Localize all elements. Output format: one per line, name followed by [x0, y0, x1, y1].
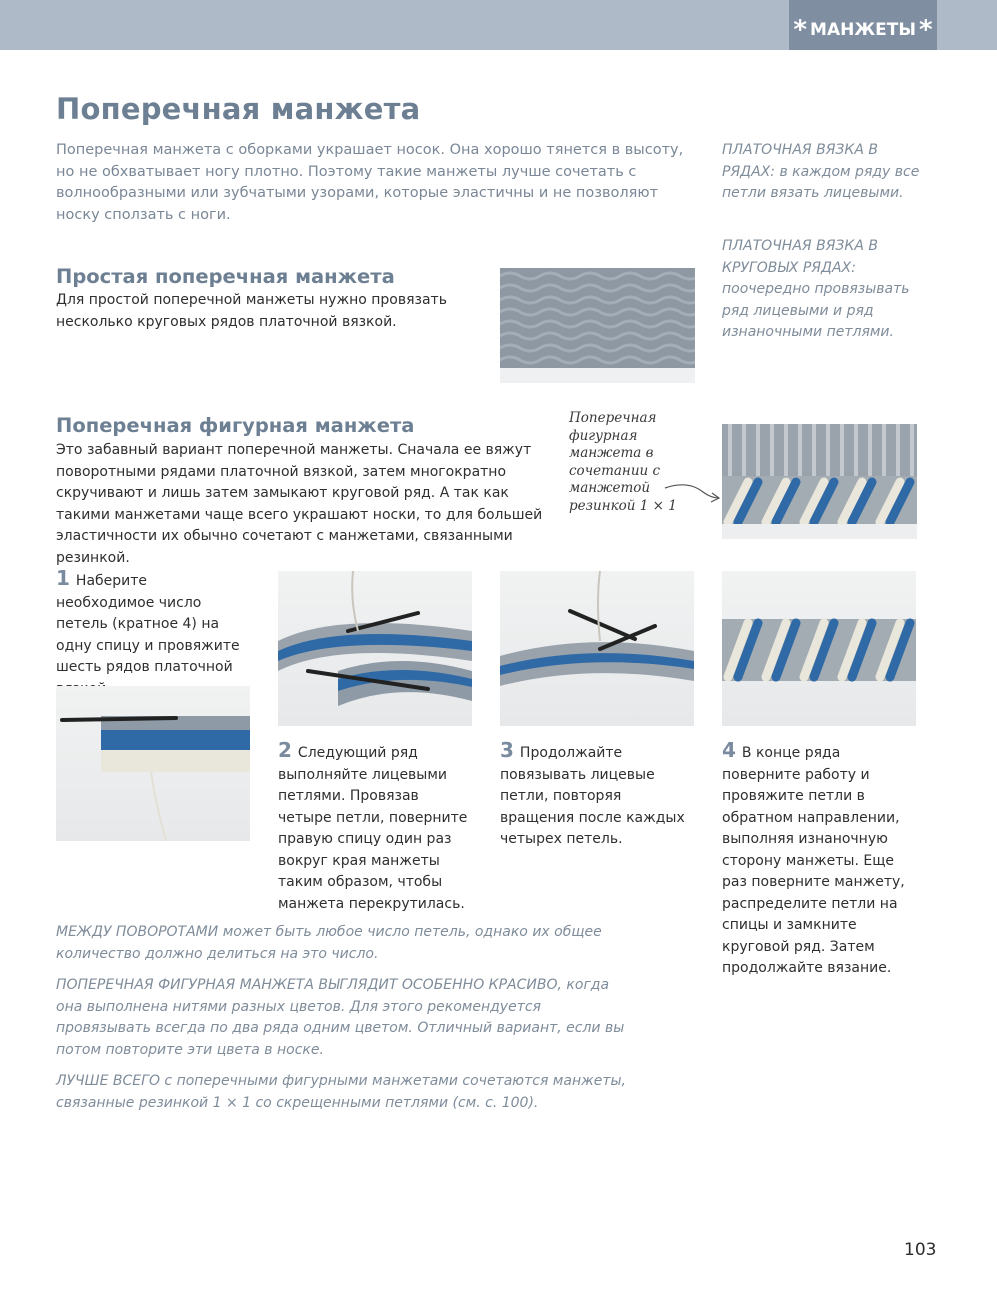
figured-cuff-photo-caption: Поперечная фигурная манжета в сочетании с манжетой резинкой 1 × 1: [569, 410, 677, 514]
asterisk-icon: *: [793, 15, 808, 45]
figured-cuff-text: Это забавный вариант поперечной манжеты. Сначала ее вяжут поворотными рядами платочной вязкой, затем многократно скручивают и лишь затем замыкают круговой ряд. А так как такими манжетами чаще всего украшают носки, то для большей эластичности их обычно сочетают с манжетами, связанными резинкой.: [56, 442, 543, 566]
section-tab: [789, 0, 937, 50]
step-4-photo: [722, 571, 916, 726]
step-3: 3 Продолжайте повязывать лицевые петли, повторяя вращения после каждых четырех петель.: [500, 738, 685, 847]
step-1: 1 Наберите необходимое число петель (кратное 4) на одну спицу и провяжите шесть рядов платочной: [56, 566, 240, 675]
arrow-icon: [663, 478, 723, 508]
asterisk-icon: *: [918, 15, 933, 45]
side-note-rounds: ПЛАТОЧНАЯ ВЯЗКА В КРУГОВЫХ РЯДАХ: поочередно провязывать ряд лицевыми и ряд изнаночными петлями.: [722, 238, 910, 340]
step-1-photo: [56, 686, 250, 841]
figured-cuff-photo: [722, 424, 917, 539]
page-number: 103: [904, 1240, 937, 1260]
footnote-best-combination: ЛУЧШЕ ВСЕГО с поперечными фигурными манжетами сочетаются манжеты, связанные резинкой 1 × 1 со скрещенными петлями (см. с. 100).: [56, 1073, 626, 1111]
intro-text: Поперечная манжета с оборками украшает носок. Она хорошо тянется в высоту, но не обхватывает ногу плотно. Поэтому такие манжеты лучше сочетать с волнообразными или зубчатыми узорами, которые эластичны и не позволяют носку сползать с ноги.: [56, 142, 684, 223]
figured-cuff-heading: Поперечная фигурная манжета: [56, 414, 415, 437]
simple-cuff-photo: [500, 268, 695, 383]
side-note-rows: ПЛАТОЧНАЯ ВЯЗКА В РЯДАХ: в каждом ряду все петли вязать лицевыми.: [722, 142, 920, 201]
page-title: Поперечная манжета: [56, 92, 421, 126]
step-3-photo: [500, 571, 694, 726]
footnote-colors: ПОПЕРЕЧНАЯ ФИГУРНАЯ МАНЖЕТА ВЫГЛЯДИТ ОСОБЕННО КРАСИВО, когда она выполнена нитями разных цветов. Для этого рекомендуется провязывать всегда по два ряда одним цветом. Отличный вариант, если вы потом повторите эти цвета в носке.: [56, 977, 625, 1058]
footnote-between-turns: МЕЖДУ ПОВОРОТАМИ может быть любое число петель, однако их общее количество должно делиться на это число.: [56, 924, 602, 962]
step-2: 2 Следующий ряд выполняйте лицевыми петлями. Провязав четыре петли, поверните правую спицу один раз вокруг края манжеты таким образом, чтобы манжета перекрутилась.: [278, 738, 468, 912]
step-4: 4 В конце ряда поверните работу и провяжите петли в обратном направлении, выполняя изнаночную сторону манжеты. Еще раз поверните манжету, распределите петли на спицы и замкните круговой ряд. Затем продолжайте вязание.: [722, 738, 905, 976]
step-2-photo: [278, 571, 472, 726]
simple-cuff-text: Для простой поперечной манжеты нужно провязать несколько круговых рядов платочной вязкой.: [56, 292, 447, 330]
simple-cuff-heading: Простая поперечная манжета: [56, 265, 395, 288]
section-label: МАНЖЕТЫ: [810, 20, 916, 40]
